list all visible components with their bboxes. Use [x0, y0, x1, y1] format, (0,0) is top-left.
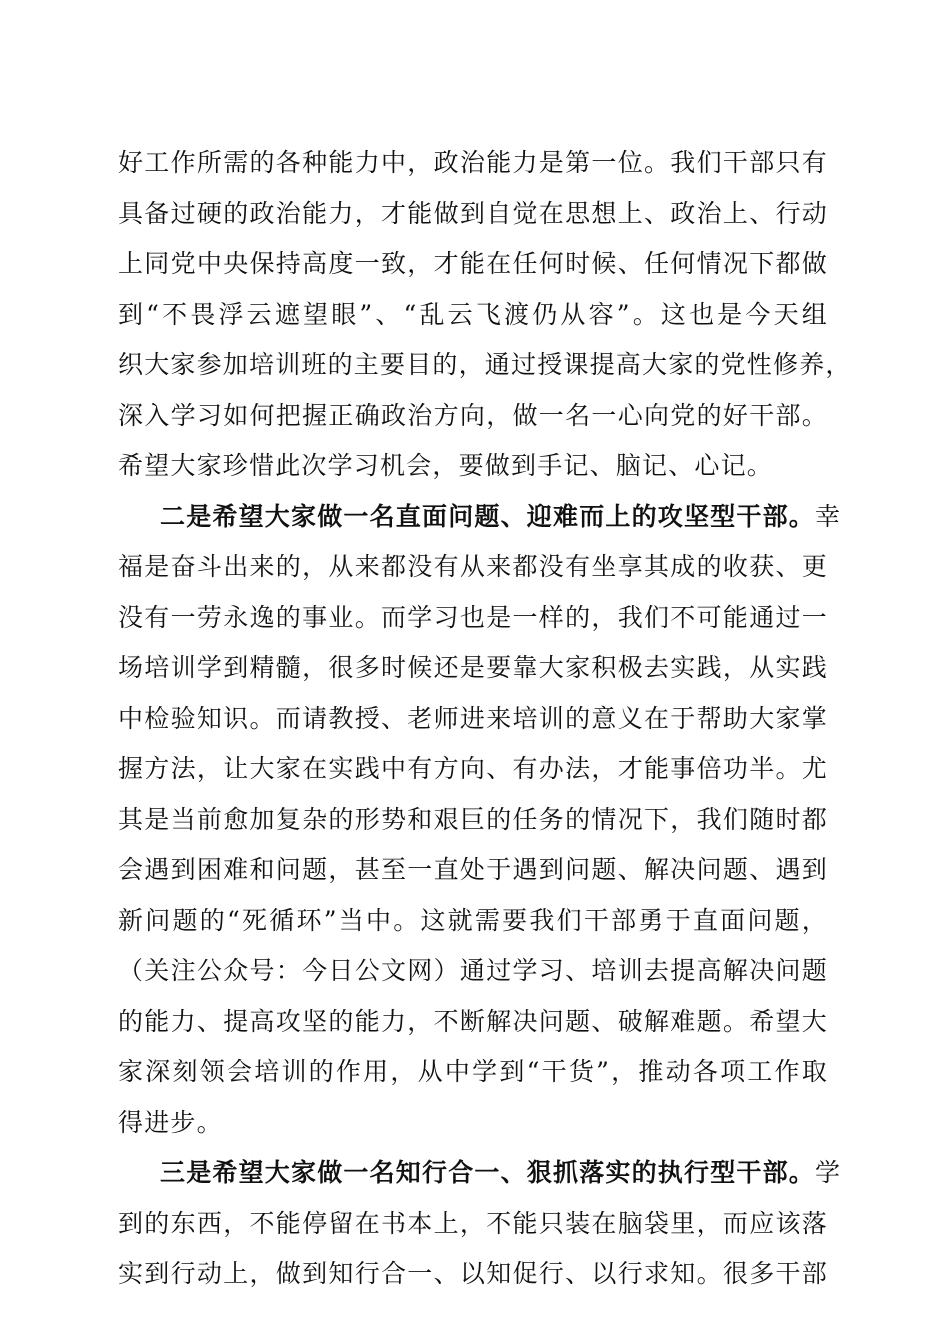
text-line: 得进步。 [118, 1107, 223, 1137]
text-line: 好工作所需的各种能力中，政治能力是第一位。我们干部只有 [118, 148, 828, 177]
text-line: 深入学习如何把握正确政治方向，做一名一心向党的好干部。 [118, 400, 828, 430]
heading-line-rest: 幸 [815, 501, 842, 531]
paragraph-problem-solving [118, 492, 842, 1149]
text-line: 会遇到困难和问题，甚至一直处于遇到问题、解决问题、遇到 [118, 855, 828, 884]
text-line: （关注公众号：今日公文网）通过学习、培训去提高解决问题 [118, 956, 828, 985]
text-line-with-heading [118, 492, 842, 543]
paragraph-political-ability [118, 138, 852, 492]
text-line: 新问题的“死循环”当中。这就需要我们干部勇于直面问题， [118, 905, 828, 935]
text-line: 希望大家珍惜此次学习机会，要做到手记、脑记、心记。 [118, 451, 774, 480]
text-line: 的能力、提高攻坚的能力，不断解决问题、破解难题。希望大 [118, 1006, 828, 1036]
text-line: 实到行动上，做到知行合一、以知促行、以行求知。很多干部 [118, 1259, 828, 1288]
paragraph-execution [118, 1148, 842, 1300]
text-line: 具备过硬的政治能力，才能做到自觉在思想上、政治上、行动 [118, 198, 828, 228]
text-line: 上同党中央保持高度一致，才能在任何时候、任何情况下都做 [118, 249, 828, 278]
heading-line-rest: 学 [815, 1158, 842, 1187]
text-line: 家深刻领会培训的作用，从中学到“干货”，推动各项工作取 [118, 1057, 828, 1086]
text-line-with-heading [118, 1148, 842, 1199]
text-line: 到“不畏浮云遮望眼”、“乱云飞渡仍从容”。这也是今天组 [118, 299, 828, 329]
text-line: 没有一劳永逸的事业。而学习也是一样的，我们不可能通过一 [118, 602, 828, 632]
text-line: 场培训学到精髓，很多时候还是要靠大家积极去实践，从实践 [118, 653, 828, 682]
text-line: 其是当前愈加复杂的形势和艰巨的任务的情况下，我们随时都 [118, 804, 828, 834]
text-line: 织大家参加培训班的主要目的，通过授课提高大家的党性修养， [118, 350, 852, 379]
text-line: 握方法，让大家在实践中有方向、有办法，才能事倍功半。尤 [118, 754, 828, 783]
text-line: 中检验知识。而请教授、老师进来培训的意义在于帮助大家掌 [118, 703, 828, 733]
paragraph-heading: 二是希望大家做一名直面问题、迎难而上的攻坚型干部。 [160, 501, 816, 531]
document-body [118, 138, 852, 1300]
paragraph-heading: 三是希望大家做一名知行合一、狠抓落实的执行型干部。 [160, 1158, 816, 1187]
text-line: 福是奋斗出来的，从来都没有从来都没有坐享其成的收获、更 [118, 552, 828, 581]
text-line: 到的东西，不能停留在书本上，不能只装在脑袋里，而应该落 [118, 1208, 828, 1238]
